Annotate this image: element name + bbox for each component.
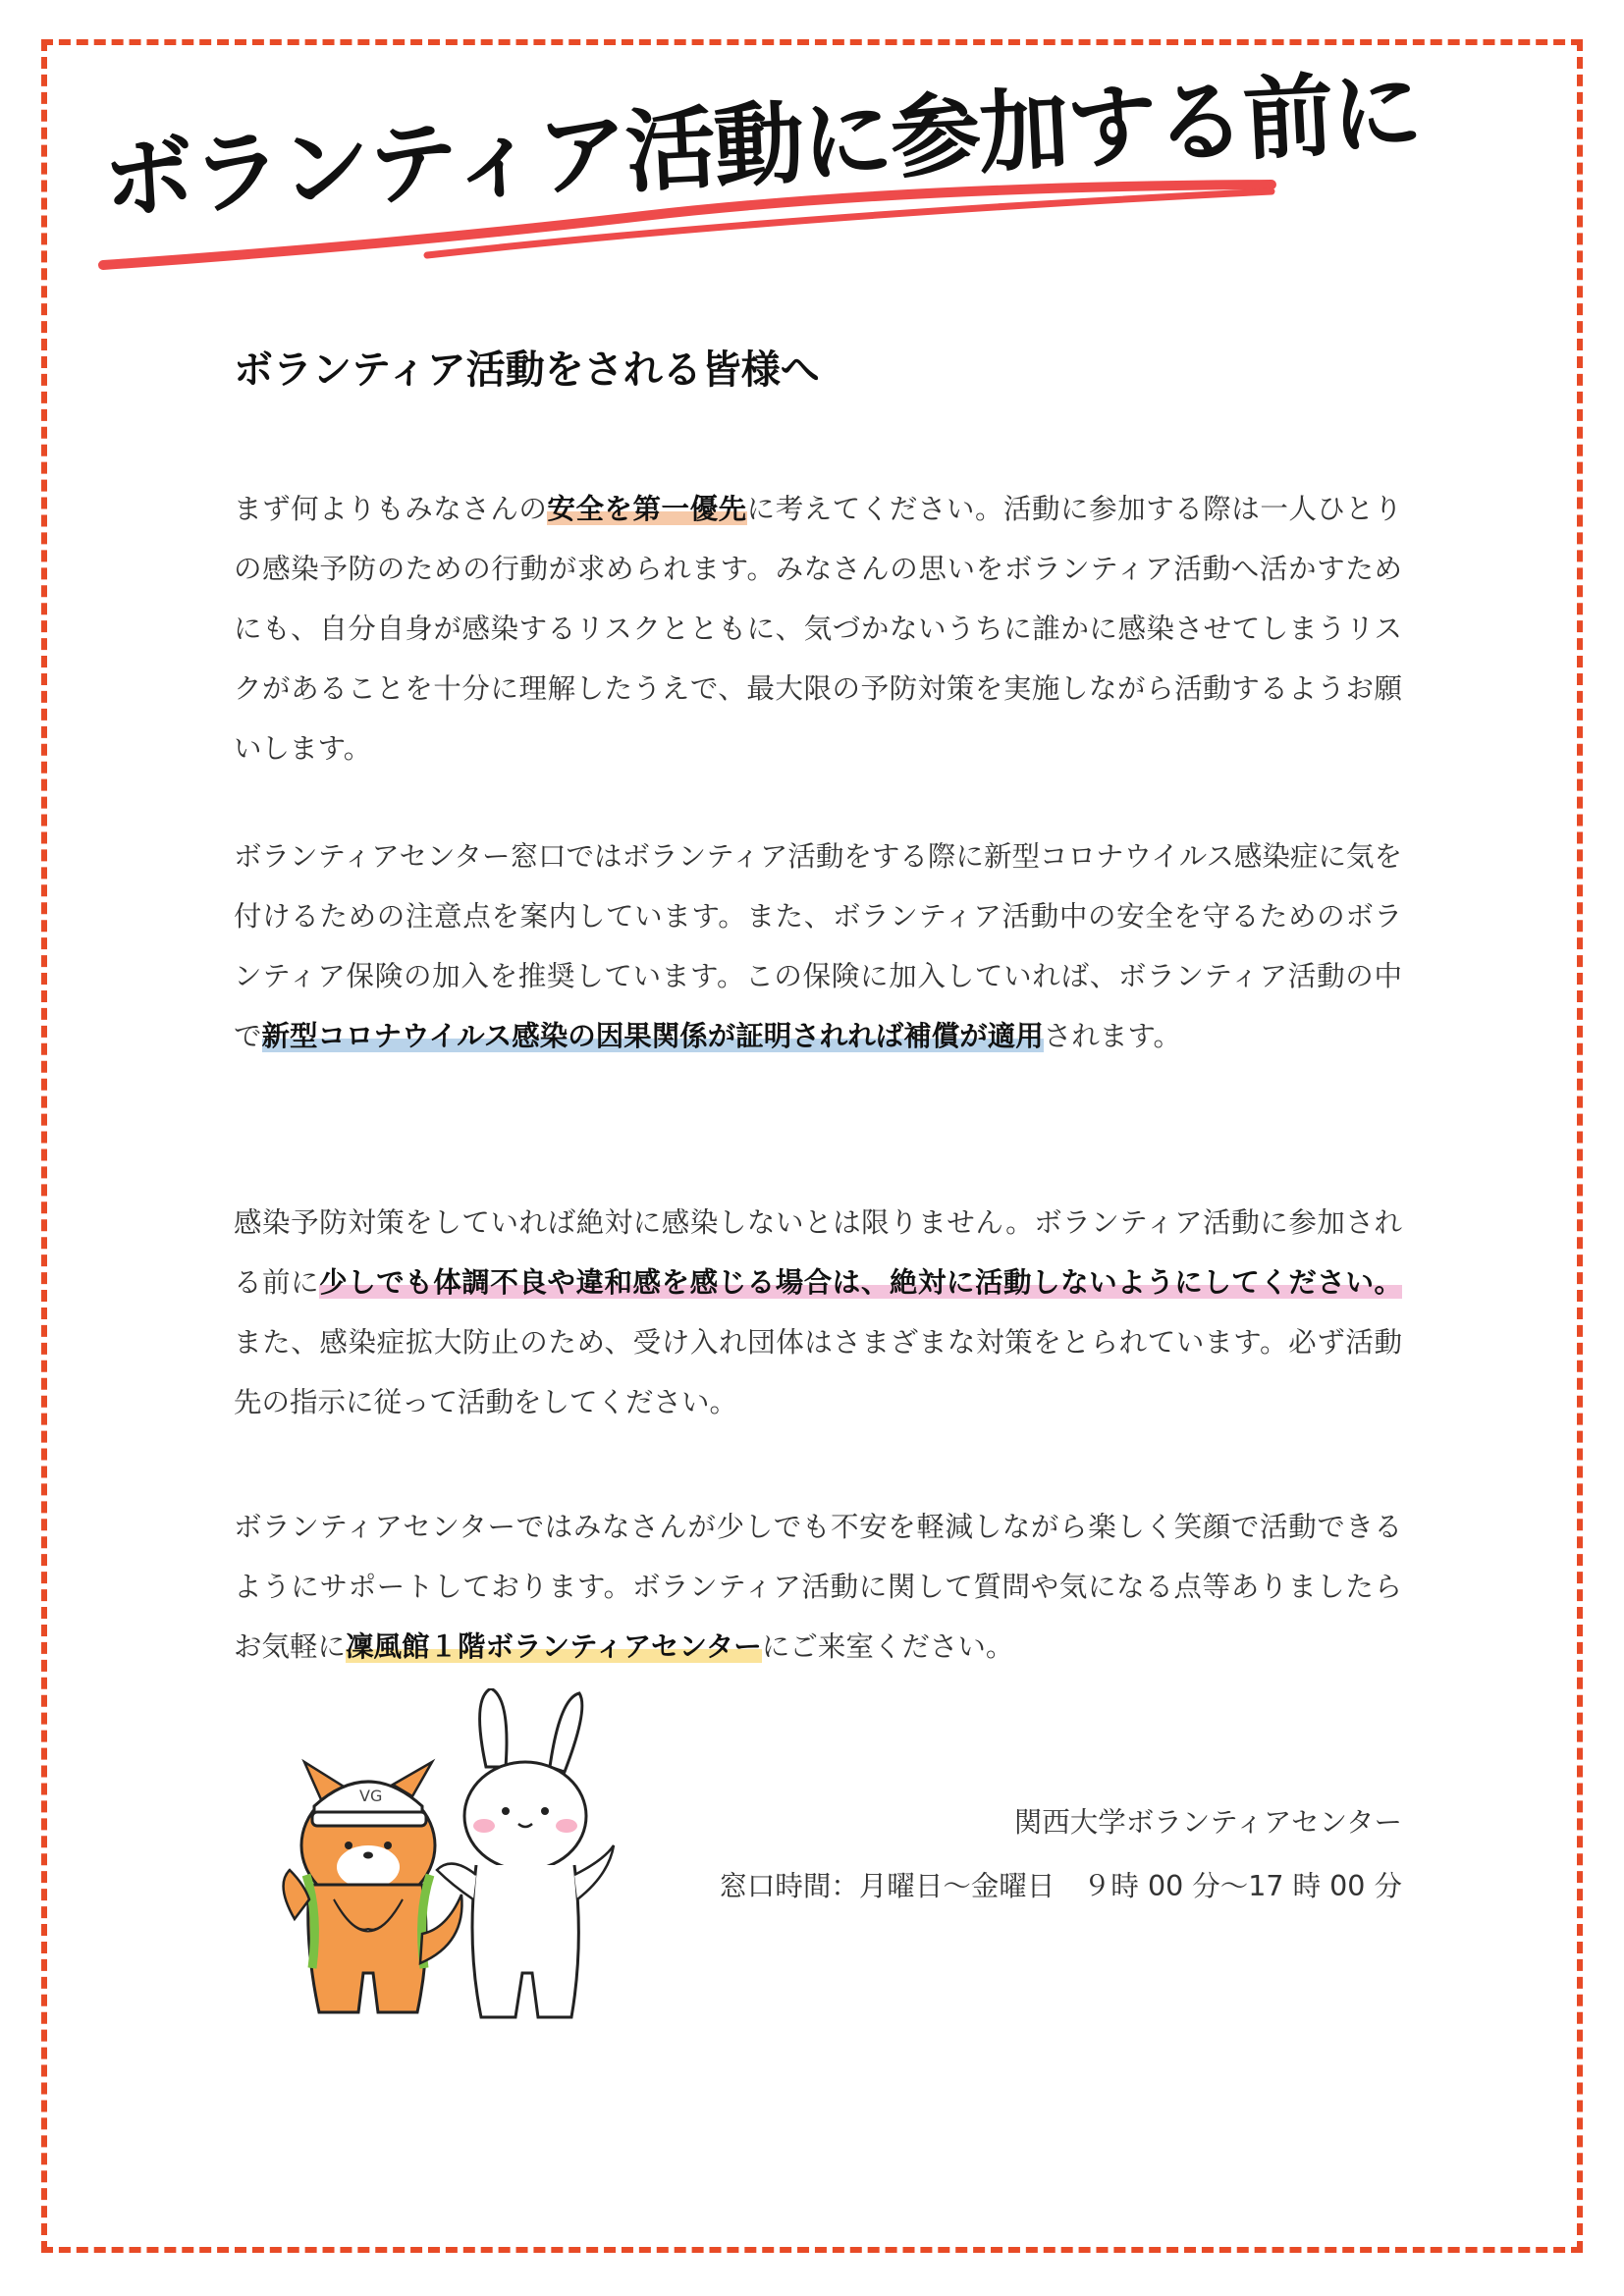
highlight-insurance-coverage: 新型コロナウイルス感染の因果関係が証明されれば補償が適用 xyxy=(261,1020,1044,1052)
highlight-center-location: 凜風館１階ボランティアセンター xyxy=(346,1630,762,1663)
title-area xyxy=(93,58,1423,275)
paragraph-health-check xyxy=(234,1193,1402,1432)
fox-mascot-icon xyxy=(284,1762,462,2012)
paragraph-insurance xyxy=(234,827,1402,1066)
page-title: ボランティア活動に参加する前に xyxy=(100,58,1423,233)
paragraph-text: 感染予防対策をしていれば絶対に感染しないとは限りません。ボランティア活動に参加される前に xyxy=(234,1206,1402,1299)
section-heading: ボランティア活動をされる皆様へ xyxy=(234,347,820,393)
paragraph-text: ボランティアセンター窓口ではボランティア活動をする際に新型コロナウイルス感染症に気を付けるための注意点を案内しています。また、ボランティア活動中の安全を守るためのボランティア保険の加入を推奨しています。この保険に加入していれば、ボランティア活動の中で xyxy=(234,840,1402,1052)
paragraph-text: また、感染症拡大防止のため、受け入れ団体はさまざまな対策をとられています。必ず活動先の指示に従って活動をしてください。 xyxy=(234,1326,1402,1418)
paragraph-text: ボランティアセンターではみなさんが少しでも不安を軽減しながら楽しく笑顔で活動できるようにサポートしております。ボランティア活動に関して質問や気になる点等ありましたらお気軽に xyxy=(234,1511,1402,1663)
highlight-safety-first: 安全を第一優先 xyxy=(547,493,747,525)
paragraph-text: に考えてください。活動に参加する際は一人ひとりの感染予防のための行動が求められます。みなさんの思いをボランティア活動へ活かすためにも、自分自身が感染するリスクとともに、気づかないうちに誰かに感染させてしまうリスクがあることを十分に理解したうえで、最大限の予防対策を実施しながら活動するようお願いします。 xyxy=(234,493,1402,765)
paragraph-support xyxy=(234,1497,1402,1677)
paragraph-text: まず何よりもみなさんの xyxy=(234,493,548,525)
office-hours: 窓口時間：月曜日～金曜日 ９時 00 分～17 時 00 分 xyxy=(719,1870,1402,1902)
paragraph-text: にご来室ください。 xyxy=(761,1630,1014,1663)
organization-name: 関西大学ボランティアセンター xyxy=(1013,1806,1402,1839)
svg-text:VG: VG xyxy=(359,1787,383,1805)
rabbit-mascot-icon xyxy=(437,1688,614,2017)
mascot-illustration xyxy=(265,1688,638,2052)
highlight-do-not-participate: 少しでも体調不良や違和感を感じる場合は、絶対に活動しないようにしてください。 xyxy=(319,1266,1402,1299)
paragraph-text: されます。 xyxy=(1043,1020,1182,1052)
paragraph-safety xyxy=(234,479,1402,778)
